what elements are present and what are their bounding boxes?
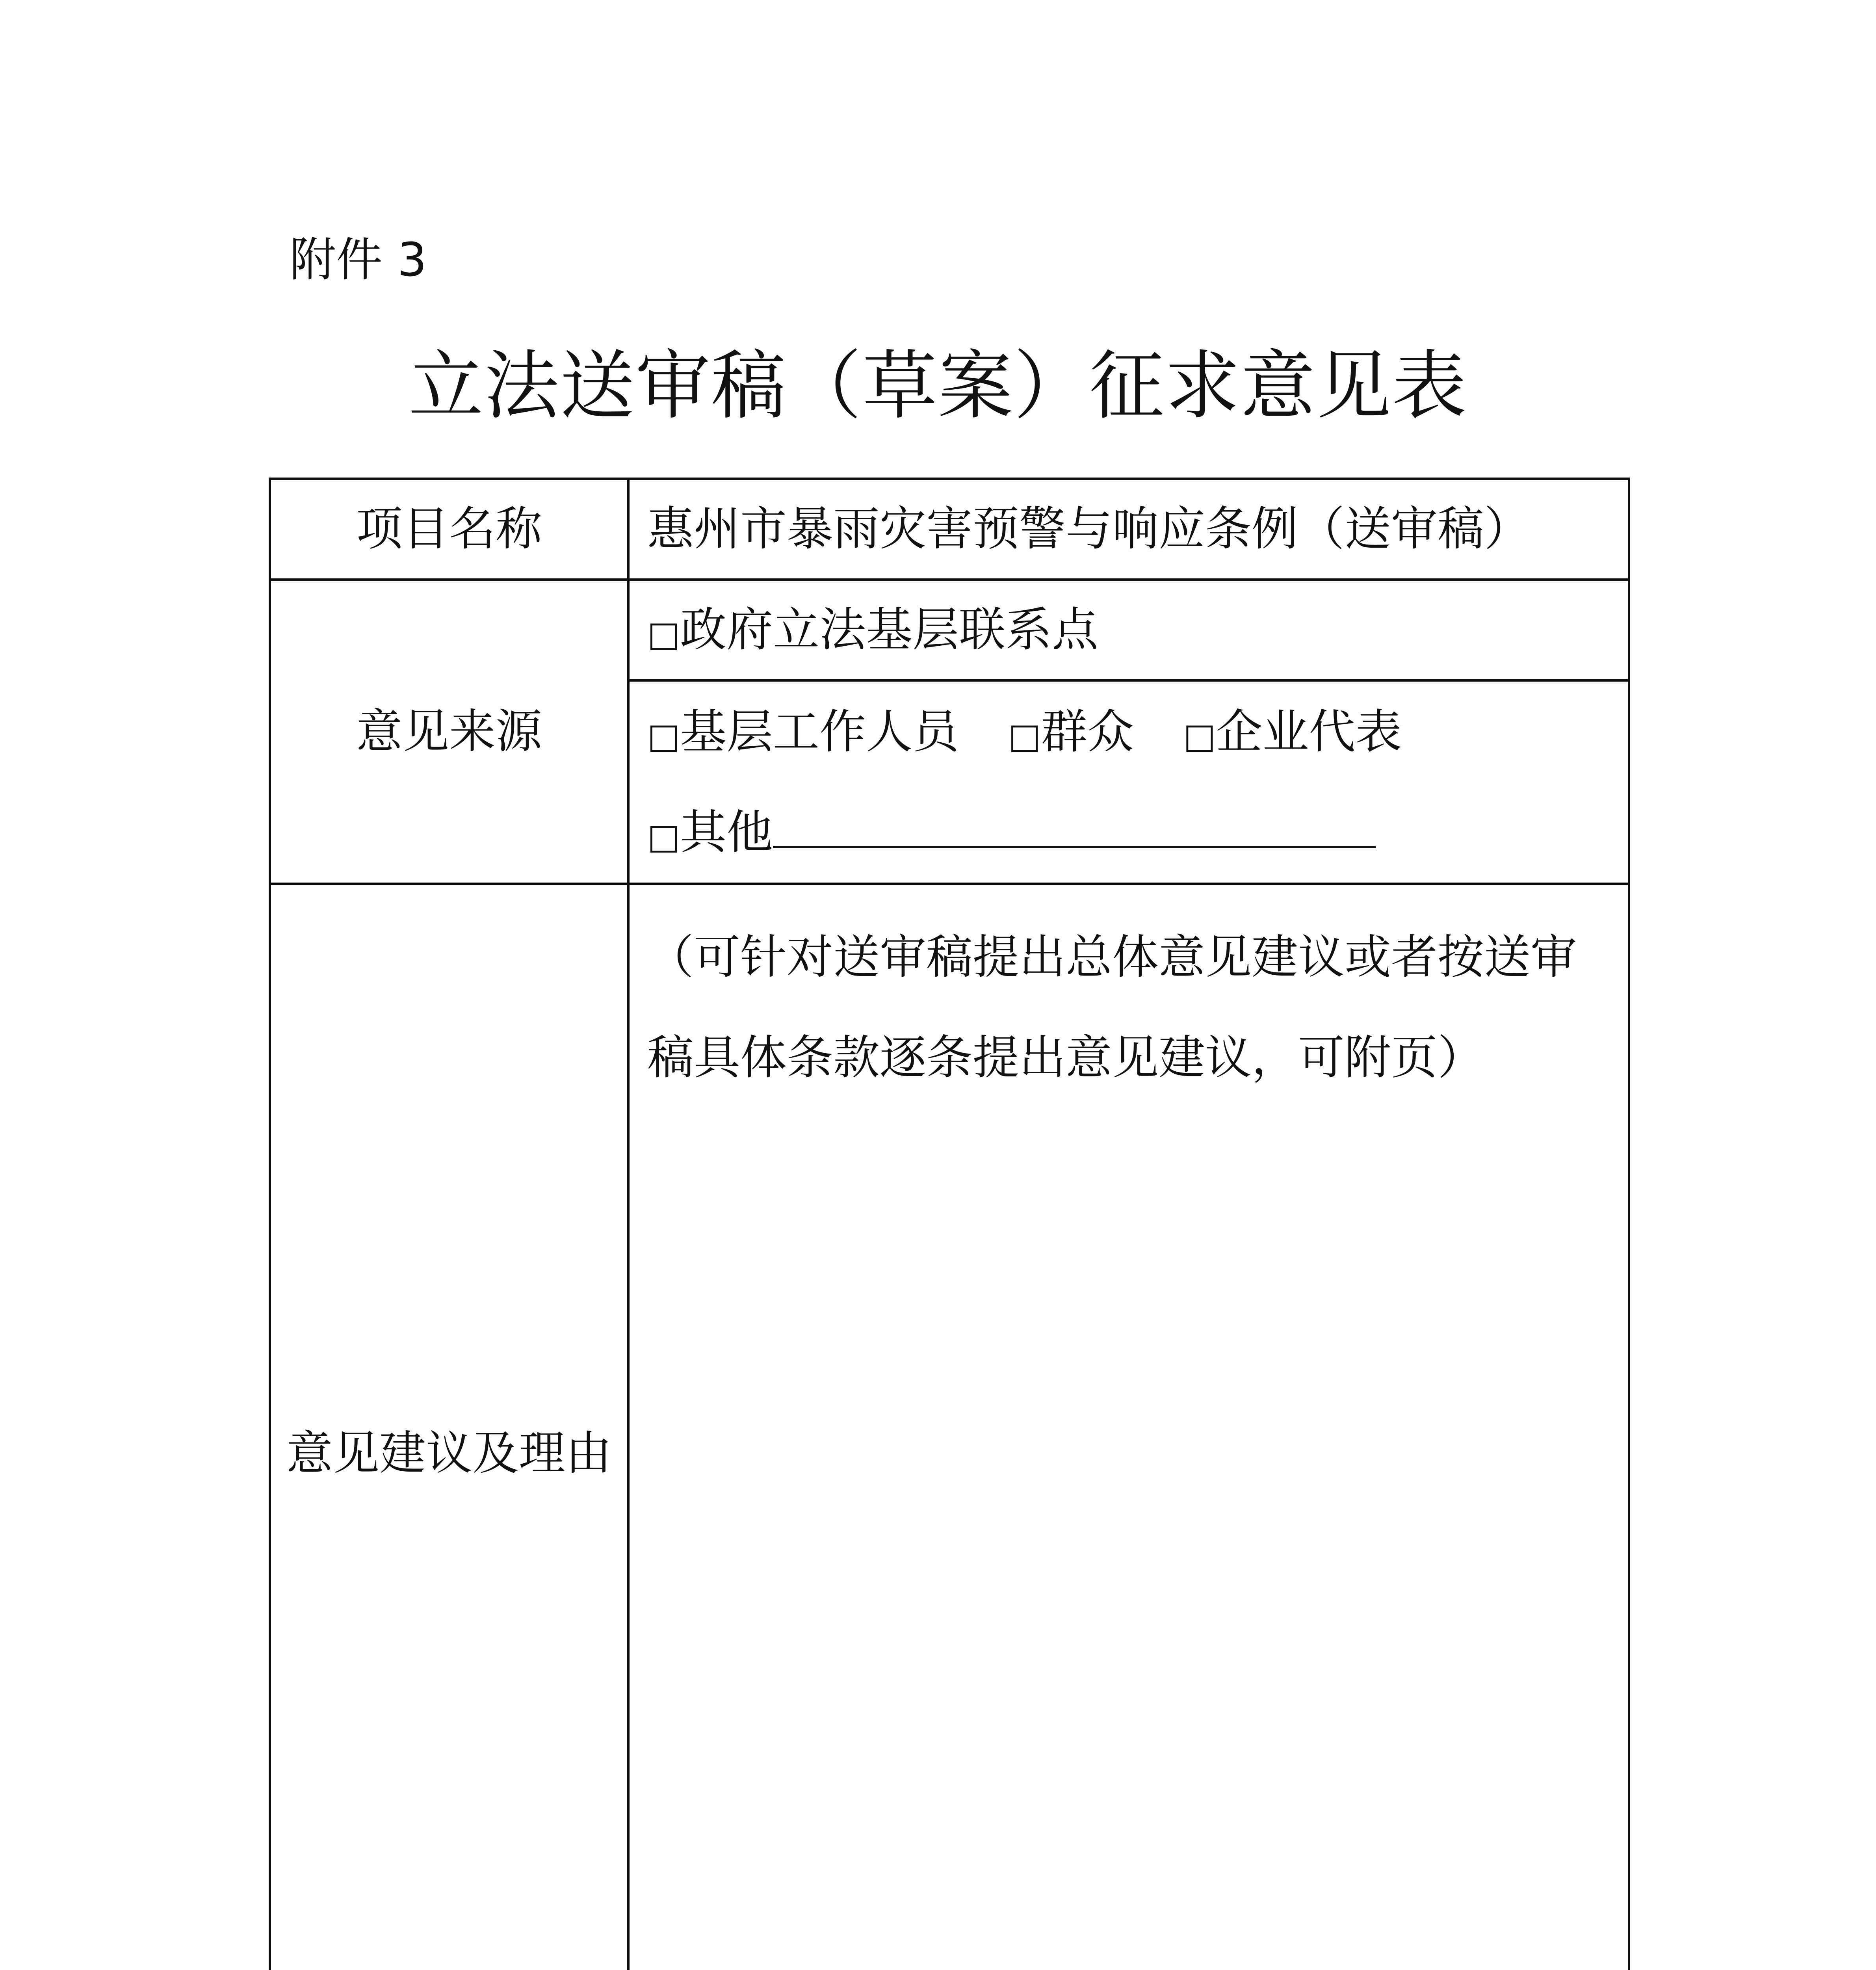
checkbox-icon: □ xyxy=(647,716,680,756)
source-label: 意见来源 xyxy=(270,580,628,884)
project-name-value: 惠州市暴雨灾害预警与响应条例（送审稿） xyxy=(628,479,1629,580)
project-name-row xyxy=(270,479,1629,580)
checkbox-icon[interactable]: □ xyxy=(647,816,680,857)
source-option-grassroots[interactable] xyxy=(647,704,959,759)
other-fill-blank[interactable] xyxy=(773,810,1376,848)
opinion-input-area[interactable] xyxy=(628,884,1629,1970)
source-options-line xyxy=(647,682,1628,782)
project-name-label: 项目名称 xyxy=(270,479,628,580)
source-option-public-label: 群众 xyxy=(1041,704,1134,759)
form-title: 立法送审稿（草案）征求意见表 xyxy=(408,342,1467,429)
checkbox-icon: □ xyxy=(1008,716,1041,756)
source-option-grassroots-label: 基层工作人员 xyxy=(680,704,959,759)
source-option-legislative-contact-point: 政府立法基层联系点 xyxy=(680,602,1099,657)
source-row-1 xyxy=(270,580,1629,680)
attachment-label: 附件 3 xyxy=(290,232,427,287)
source-cell-2 xyxy=(628,680,1629,884)
opinion-form-table xyxy=(269,478,1630,1970)
checkbox-icon: □ xyxy=(1183,716,1216,756)
source-option-enterprise[interactable] xyxy=(1183,704,1402,759)
opinion-hint: （可针对送审稿提出总体意见建议或者按送审稿具体条款逐条提出意见建议，可附页） xyxy=(647,930,1577,1085)
opinion-row xyxy=(270,884,1629,1970)
opinion-label: 意见建议及理由 xyxy=(270,884,628,1970)
source-option-other-label: 其他 xyxy=(680,805,773,859)
source-other-line xyxy=(647,782,1628,883)
source-cell-1 xyxy=(628,580,1629,680)
source-option-public[interactable] xyxy=(1008,704,1134,759)
source-option-enterprise-label: 企业代表 xyxy=(1216,704,1402,759)
checkbox-icon[interactable]: □ xyxy=(647,613,680,654)
